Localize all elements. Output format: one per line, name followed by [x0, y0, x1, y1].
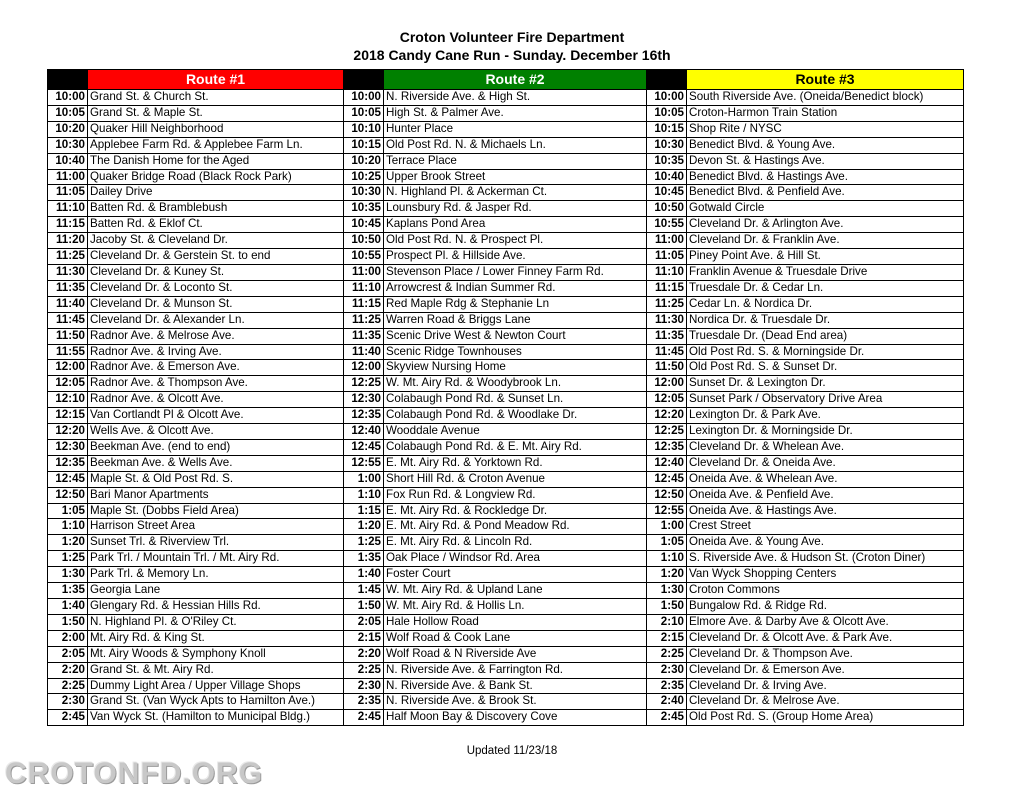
route-3-time: 2:45: [647, 710, 687, 726]
route-2-time: 10:35: [344, 201, 384, 217]
route-2-time: 11:35: [344, 328, 384, 344]
route-1-time: 10:05: [48, 105, 88, 121]
schedule-body: [48, 90, 964, 726]
route-2-stop: W. Mt. Airy Rd. & Hollis Ln.: [384, 599, 647, 615]
table-row: [48, 328, 964, 344]
route-1-time: 11:15: [48, 217, 88, 233]
route-1-stop: Georgia Lane: [88, 583, 344, 599]
table-row: [48, 360, 964, 376]
route-2-stop: N. Riverside Ave. & High St.: [384, 90, 647, 106]
route-2-stop: Colabaugh Pond Rd. & Sunset Ln.: [384, 392, 647, 408]
route-3-stop: Cleveland Dr. & Arlington Ave.: [687, 217, 964, 233]
route-3-time: 11:10: [647, 264, 687, 280]
route-2-stop: Scenic Drive West & Newton Court: [384, 328, 647, 344]
route-2-stop: Wooddale Avenue: [384, 424, 647, 440]
route-2-time: 1:15: [344, 503, 384, 519]
route-1-stop: Park Trl. & Memory Ln.: [88, 567, 344, 583]
route-1-time: 1:30: [48, 567, 88, 583]
table-row: [48, 233, 964, 249]
route-2-time: 2:25: [344, 662, 384, 678]
table-row: [48, 630, 964, 646]
route-2-time: 10:10: [344, 121, 384, 137]
route-3-time: 11:35: [647, 328, 687, 344]
route-2-stop: Lounsbury Rd. & Jasper Rd.: [384, 201, 647, 217]
route-1-time: 1:05: [48, 503, 88, 519]
route-1-stop: Van Cortlandt Pl & Olcott Ave.: [88, 408, 344, 424]
route-3-stop: Bungalow Rd. & Ridge Rd.: [687, 599, 964, 615]
route-1-stop: Batten Rd. & Bramblebush: [88, 201, 344, 217]
table-row: [48, 121, 964, 137]
route-1-stop: Grand St. & Mt. Airy Rd.: [88, 662, 344, 678]
route-3-stop: Croton-Harmon Train Station: [687, 105, 964, 121]
route-2-stop: Scenic Ridge Townhouses: [384, 344, 647, 360]
table-row: [48, 137, 964, 153]
route-1-time: 10:40: [48, 153, 88, 169]
route-1-time: 11:05: [48, 185, 88, 201]
time-header-blank: [48, 70, 88, 90]
route-3-stop: Cleveland Dr. & Oneida Ave.: [687, 455, 964, 471]
route-3-stop: South Riverside Ave. (Oneida/Benedict block): [687, 90, 964, 106]
route-3-time: 11:50: [647, 360, 687, 376]
route-1-stop: Batten Rd. & Eklof Ct.: [88, 217, 344, 233]
route-3-stop: Sunset Park / Observatory Drive Area: [687, 392, 964, 408]
route-2-time: 2:05: [344, 614, 384, 630]
route-2-time: 12:45: [344, 439, 384, 455]
table-row: [48, 662, 964, 678]
route-3-time: 1:05: [647, 535, 687, 551]
document-title: Croton Volunteer Fire Department: [399, 29, 625, 45]
route-2-stop: N. Riverside Ave. & Brook St.: [384, 694, 647, 710]
time-header-blank: [647, 70, 687, 90]
route-2-time: 11:40: [344, 344, 384, 360]
route-3-stop: Lexington Dr. & Morningside Dr.: [687, 424, 964, 440]
route-2-time: 10:55: [344, 249, 384, 265]
route-2-time: 2:20: [344, 646, 384, 662]
route-2-stop: Hale Hollow Road: [384, 614, 647, 630]
route-2-stop: N. Riverside Ave. & Bank St.: [384, 678, 647, 694]
route-2-time: 12:40: [344, 424, 384, 440]
route-2-stop: Half Moon Bay & Discovery Cove: [384, 710, 647, 726]
route-2-header: Route #2: [384, 70, 647, 90]
route-3-stop: Benedict Blvd. & Hastings Ave.: [687, 169, 964, 185]
route-1-time: 2:30: [48, 694, 88, 710]
route-1-stop: Grand St. (Van Wyck Apts to Hamilton Ave.): [88, 694, 344, 710]
route-1-time: 11:20: [48, 233, 88, 249]
route-3-time: 12:50: [647, 487, 687, 503]
route-2-time: 12:25: [344, 376, 384, 392]
route-1-time: 11:25: [48, 249, 88, 265]
route-1-stop: Radnor Ave. & Melrose Ave.: [88, 328, 344, 344]
route-3-stop: Cleveland Dr. & Whelean Ave.: [687, 439, 964, 455]
route-1-stop: Park Trl. / Mountain Trl. / Mt. Airy Rd.: [88, 551, 344, 567]
route-3-time: 10:30: [647, 137, 687, 153]
route-2-time: 10:50: [344, 233, 384, 249]
route-3-stop: Cleveland Dr. & Emerson Ave.: [687, 662, 964, 678]
route-3-time: 2:15: [647, 630, 687, 646]
route-2-time: 10:45: [344, 217, 384, 233]
route-2-stop: E. Mt. Airy Rd. & Yorktown Rd.: [384, 455, 647, 471]
route-2-stop: Wolf Road & N Riverside Ave: [384, 646, 647, 662]
route-1-stop: N. Highland Pl. & O'Riley Ct.: [88, 614, 344, 630]
route-1-time: 12:35: [48, 455, 88, 471]
route-1-time: 12:15: [48, 408, 88, 424]
route-2-stop: N. Highland Pl. & Ackerman Ct.: [384, 185, 647, 201]
route-3-time: 1:00: [647, 519, 687, 535]
table-row: [48, 583, 964, 599]
route-1-stop: Cleveland Dr. & Loconto St.: [88, 280, 344, 296]
route-1-stop: Wells Ave. & Olcott Ave.: [88, 424, 344, 440]
route-2-time: 10:05: [344, 105, 384, 121]
table-row: [48, 471, 964, 487]
route-3-stop: Franklin Avenue & Truesdale Drive: [687, 264, 964, 280]
route-1-stop: Glengary Rd. & Hessian Hills Rd.: [88, 599, 344, 615]
route-2-stop: Prospect Pl. & Hillside Ave.: [384, 249, 647, 265]
route-2-time: 1:45: [344, 583, 384, 599]
route-3-time: 10:05: [647, 105, 687, 121]
route-1-time: 11:30: [48, 264, 88, 280]
route-3-stop: Cedar Ln. & Nordica Dr.: [687, 296, 964, 312]
route-3-time: 11:05: [647, 249, 687, 265]
route-1-time: 11:40: [48, 296, 88, 312]
route-2-time: 11:10: [344, 280, 384, 296]
route-3-stop: Piney Point Ave. & Hill St.: [687, 249, 964, 265]
route-1-time: 1:25: [48, 551, 88, 567]
route-3-stop: Cleveland Dr. & Irving Ave.: [687, 678, 964, 694]
route-3-time: 2:30: [647, 662, 687, 678]
route-3-stop: Oneida Ave. & Whelean Ave.: [687, 471, 964, 487]
route-2-stop: E. Mt. Airy Rd. & Lincoln Rd.: [384, 535, 647, 551]
route-1-stop: Van Wyck St. (Hamilton to Municipal Bldg.): [88, 710, 344, 726]
route-1-stop: Jacoby St. & Cleveland Dr.: [88, 233, 344, 249]
route-1-time: 1:40: [48, 599, 88, 615]
route-3-stop: S. Riverside Ave. & Hudson St. (Croton Diner): [687, 551, 964, 567]
route-1-time: 12:50: [48, 487, 88, 503]
route-3-stop: Oneida Ave. & Penfield Ave.: [687, 487, 964, 503]
route-1-time: 12:20: [48, 424, 88, 440]
route-1-time: 11:50: [48, 328, 88, 344]
route-2-stop: Fox Run Rd. & Longview Rd.: [384, 487, 647, 503]
route-3-time: 10:40: [647, 169, 687, 185]
route-2-stop: Short Hill Rd. & Croton Avenue: [384, 471, 647, 487]
table-row: [48, 519, 964, 535]
route-3-time: 1:20: [647, 567, 687, 583]
route-2-time: 10:00: [344, 90, 384, 106]
route-3-stop: Shop Rite / NYSC: [687, 121, 964, 137]
route-3-time: 10:00: [647, 90, 687, 106]
route-1-time: 11:35: [48, 280, 88, 296]
route-1-time: 12:05: [48, 376, 88, 392]
route-3-time: 12:25: [647, 424, 687, 440]
table-row: [48, 646, 964, 662]
route-3-time: 10:45: [647, 185, 687, 201]
route-1-time: 10:30: [48, 137, 88, 153]
route-2-time: 11:15: [344, 296, 384, 312]
route-1-time: 10:00: [48, 90, 88, 106]
route-2-stop: N. Riverside Ave. & Farrington Rd.: [384, 662, 647, 678]
route-3-stop: Truesdale Dr. (Dead End area): [687, 328, 964, 344]
route-3-time: 2:10: [647, 614, 687, 630]
route-2-time: 11:00: [344, 264, 384, 280]
route-1-time: 12:30: [48, 439, 88, 455]
route-2-time: 1:00: [344, 471, 384, 487]
route-2-stop: Colabaugh Pond Rd. & Woodlake Dr.: [384, 408, 647, 424]
table-row: [48, 169, 964, 185]
route-3-stop: Crest Street: [687, 519, 964, 535]
route-1-stop: Dailey Drive: [88, 185, 344, 201]
route-1-time: 12:10: [48, 392, 88, 408]
route-2-stop: Hunter Place: [384, 121, 647, 137]
route-1-time: 2:20: [48, 662, 88, 678]
route-3-time: 1:10: [647, 551, 687, 567]
table-row: [48, 249, 964, 265]
route-3-stop: Benedict Blvd. & Young Ave.: [687, 137, 964, 153]
route-3-time: 2:35: [647, 678, 687, 694]
route-1-stop: Dummy Light Area / Upper Village Shops: [88, 678, 344, 694]
route-3-time: 2:25: [647, 646, 687, 662]
route-1-stop: Harrison Street Area: [88, 519, 344, 535]
route-2-stop: W. Mt. Airy Rd. & Woodybrook Ln.: [384, 376, 647, 392]
route-3-time: 1:50: [647, 599, 687, 615]
route-3-stop: Gotwald Circle: [687, 201, 964, 217]
table-row: [48, 408, 964, 424]
route-2-time: 1:40: [344, 567, 384, 583]
route-2-stop: Kaplans Pond Area: [384, 217, 647, 233]
route-3-time: 11:25: [647, 296, 687, 312]
route-1-stop: Grand St. & Church St.: [88, 90, 344, 106]
route-1-time: 1:20: [48, 535, 88, 551]
route-2-time: 11:25: [344, 312, 384, 328]
route-3-time: 12:20: [647, 408, 687, 424]
route-1-stop: Radnor Ave. & Thompson Ave.: [88, 376, 344, 392]
schedule-table: [47, 69, 964, 726]
route-3-time: 2:40: [647, 694, 687, 710]
route-3-stop: Lexington Dr. & Park Ave.: [687, 408, 964, 424]
route-2-time: 2:15: [344, 630, 384, 646]
route-1-time: 10:20: [48, 121, 88, 137]
route-1-stop: Cleveland Dr. & Gerstein St. to end: [88, 249, 344, 265]
route-3-time: 11:15: [647, 280, 687, 296]
route-2-stop: Upper Brook Street: [384, 169, 647, 185]
route-3-stop: Old Post Rd. S. (Group Home Area): [687, 710, 964, 726]
route-1-stop: Beekman Ave. (end to end): [88, 439, 344, 455]
document-subtitle: 2018 Candy Cane Run - Sunday. December 16th: [353, 47, 671, 63]
route-1-stop: Bari Manor Apartments: [88, 487, 344, 503]
route-2-stop: Oak Place / Windsor Rd. Area: [384, 551, 647, 567]
table-row: [48, 455, 964, 471]
route-2-stop: W. Mt. Airy Rd. & Upland Lane: [384, 583, 647, 599]
route-3-stop: Old Post Rd. S. & Sunset Dr.: [687, 360, 964, 376]
table-row: [48, 296, 964, 312]
route-1-stop: Grand St. & Maple St.: [88, 105, 344, 121]
route-2-time: 2:35: [344, 694, 384, 710]
route-1-stop: Radnor Ave. & Olcott Ave.: [88, 392, 344, 408]
table-row: [48, 105, 964, 121]
updated-date: Updated 11/23/18: [466, 745, 558, 757]
route-2-stop: Old Post Rd. N. & Prospect Pl.: [384, 233, 647, 249]
route-1-stop: Mt. Airy Rd. & King St.: [88, 630, 344, 646]
table-row: [48, 312, 964, 328]
route-1-time: 2:05: [48, 646, 88, 662]
route-1-time: 11:45: [48, 312, 88, 328]
table-row: [48, 694, 964, 710]
route-2-stop: Colabaugh Pond Rd. & E. Mt. Airy Rd.: [384, 439, 647, 455]
table-row: [48, 503, 964, 519]
route-1-time: 2:45: [48, 710, 88, 726]
crotonfd-logo: CROTONFD.ORG: [5, 757, 264, 790]
route-2-time: 10:25: [344, 169, 384, 185]
table-row: [48, 392, 964, 408]
route-1-stop: Quaker Hill Neighborhood: [88, 121, 344, 137]
table-row: [48, 599, 964, 615]
route-1-header: Route #1: [88, 70, 344, 90]
route-1-stop: Cleveland Dr. & Alexander Ln.: [88, 312, 344, 328]
route-1-time: 1:10: [48, 519, 88, 535]
route-1-stop: Beekman Ave. & Wells Ave.: [88, 455, 344, 471]
route-2-time: 1:35: [344, 551, 384, 567]
route-3-stop: Van Wyck Shopping Centers: [687, 567, 964, 583]
route-1-time: 12:45: [48, 471, 88, 487]
table-row: [48, 487, 964, 503]
route-2-time: 2:45: [344, 710, 384, 726]
table-row: [48, 264, 964, 280]
table-row: [48, 344, 964, 360]
route-3-stop: Cleveland Dr. & Franklin Ave.: [687, 233, 964, 249]
route-3-time: 12:00: [647, 376, 687, 392]
route-1-time: 2:00: [48, 630, 88, 646]
table-row: [48, 567, 964, 583]
route-1-stop: Sunset Trl. & Riverview Trl.: [88, 535, 344, 551]
route-2-time: 12:55: [344, 455, 384, 471]
route-2-stop: Terrace Place: [384, 153, 647, 169]
route-2-time: 12:00: [344, 360, 384, 376]
route-1-stop: Maple St. (Dobbs Field Area): [88, 503, 344, 519]
route-2-time: 10:20: [344, 153, 384, 169]
route-2-stop: E. Mt. Airy Rd. & Pond Meadow Rd.: [384, 519, 647, 535]
route-3-time: 10:50: [647, 201, 687, 217]
route-2-stop: Skyview Nursing Home: [384, 360, 647, 376]
route-1-time: 12:00: [48, 360, 88, 376]
route-1-stop: Maple St. & Old Post Rd. S.: [88, 471, 344, 487]
route-3-stop: Benedict Blvd. & Penfield Ave.: [687, 185, 964, 201]
route-1-stop: Mt. Airy Woods & Symphony Knoll: [88, 646, 344, 662]
route-3-stop: Devon St. & Hastings Ave.: [687, 153, 964, 169]
table-row: [48, 678, 964, 694]
route-3-time: 12:05: [647, 392, 687, 408]
route-3-header: Route #3: [687, 70, 964, 90]
route-1-stop: Quaker Bridge Road (Black Rock Park): [88, 169, 344, 185]
route-3-time: 10:15: [647, 121, 687, 137]
time-header-blank: [344, 70, 384, 90]
route-3-time: 11:30: [647, 312, 687, 328]
route-3-stop: Truesdale Dr. & Cedar Ln.: [687, 280, 964, 296]
route-2-stop: Warren Road & Briggs Lane: [384, 312, 647, 328]
route-2-time: 1:25: [344, 535, 384, 551]
route-1-stop: Applebee Farm Rd. & Applebee Farm Ln.: [88, 137, 344, 153]
route-1-stop: The Danish Home for the Aged: [88, 153, 344, 169]
route-3-time: 1:30: [647, 583, 687, 599]
route-3-time: 11:45: [647, 344, 687, 360]
route-2-time: 12:30: [344, 392, 384, 408]
route-2-stop: Stevenson Place / Lower Finney Farm Rd.: [384, 264, 647, 280]
table-row: [48, 424, 964, 440]
table-row: [48, 90, 964, 106]
route-1-time: 11:10: [48, 201, 88, 217]
route-1-time: 1:50: [48, 614, 88, 630]
table-row: [48, 217, 964, 233]
route-3-stop: Old Post Rd. S. & Morningside Dr.: [687, 344, 964, 360]
table-row: [48, 201, 964, 217]
route-header-row: [48, 70, 964, 90]
route-3-stop: Cleveland Dr. & Thompson Ave.: [687, 646, 964, 662]
table-row: [48, 710, 964, 726]
route-3-time: 12:45: [647, 471, 687, 487]
route-3-stop: Sunset Dr. & Lexington Dr.: [687, 376, 964, 392]
route-1-time: 11:00: [48, 169, 88, 185]
route-2-stop: Wolf Road & Cook Lane: [384, 630, 647, 646]
route-1-time: 1:35: [48, 583, 88, 599]
route-3-time: 12:55: [647, 503, 687, 519]
route-2-stop: Arrowcrest & Indian Summer Rd.: [384, 280, 647, 296]
route-2-stop: E. Mt. Airy Rd. & Rockledge Dr.: [384, 503, 647, 519]
route-2-time: 1:20: [344, 519, 384, 535]
route-3-time: 12:40: [647, 455, 687, 471]
route-1-stop: Radnor Ave. & Irving Ave.: [88, 344, 344, 360]
route-3-stop: Croton Commons: [687, 583, 964, 599]
table-row: [48, 185, 964, 201]
route-3-stop: Nordica Dr. & Truesdale Dr.: [687, 312, 964, 328]
table-row: [48, 535, 964, 551]
route-1-stop: Cleveland Dr. & Kuney St.: [88, 264, 344, 280]
route-2-time: 10:15: [344, 137, 384, 153]
table-row: [48, 551, 964, 567]
table-row: [48, 439, 964, 455]
route-2-stop: Old Post Rd. N. & Michaels Ln.: [384, 137, 647, 153]
route-3-time: 10:55: [647, 217, 687, 233]
route-2-time: 1:10: [344, 487, 384, 503]
route-3-stop: Oneida Ave. & Hastings Ave.: [687, 503, 964, 519]
route-2-time: 1:50: [344, 599, 384, 615]
route-1-time: 11:55: [48, 344, 88, 360]
route-2-time: 10:30: [344, 185, 384, 201]
route-2-time: 12:35: [344, 408, 384, 424]
table-row: [48, 376, 964, 392]
route-3-stop: Oneida Ave. & Young Ave.: [687, 535, 964, 551]
route-2-stop: Foster Court: [384, 567, 647, 583]
route-3-stop: Cleveland Dr. & Olcott Ave. & Park Ave.: [687, 630, 964, 646]
route-2-stop: Red Maple Rdg & Stephanie Ln: [384, 296, 647, 312]
route-1-time: 2:25: [48, 678, 88, 694]
route-3-time: 12:35: [647, 439, 687, 455]
route-3-time: 11:00: [647, 233, 687, 249]
route-3-stop: Elmore Ave. & Darby Ave & Olcott Ave.: [687, 614, 964, 630]
route-1-stop: Cleveland Dr. & Munson St.: [88, 296, 344, 312]
table-row: [48, 280, 964, 296]
route-2-stop: High St. & Palmer Ave.: [384, 105, 647, 121]
route-2-time: 2:30: [344, 678, 384, 694]
route-1-stop: Radnor Ave. & Emerson Ave.: [88, 360, 344, 376]
table-row: [48, 614, 964, 630]
route-3-time: 10:35: [647, 153, 687, 169]
table-row: [48, 153, 964, 169]
route-3-stop: Cleveland Dr. & Melrose Ave.: [687, 694, 964, 710]
